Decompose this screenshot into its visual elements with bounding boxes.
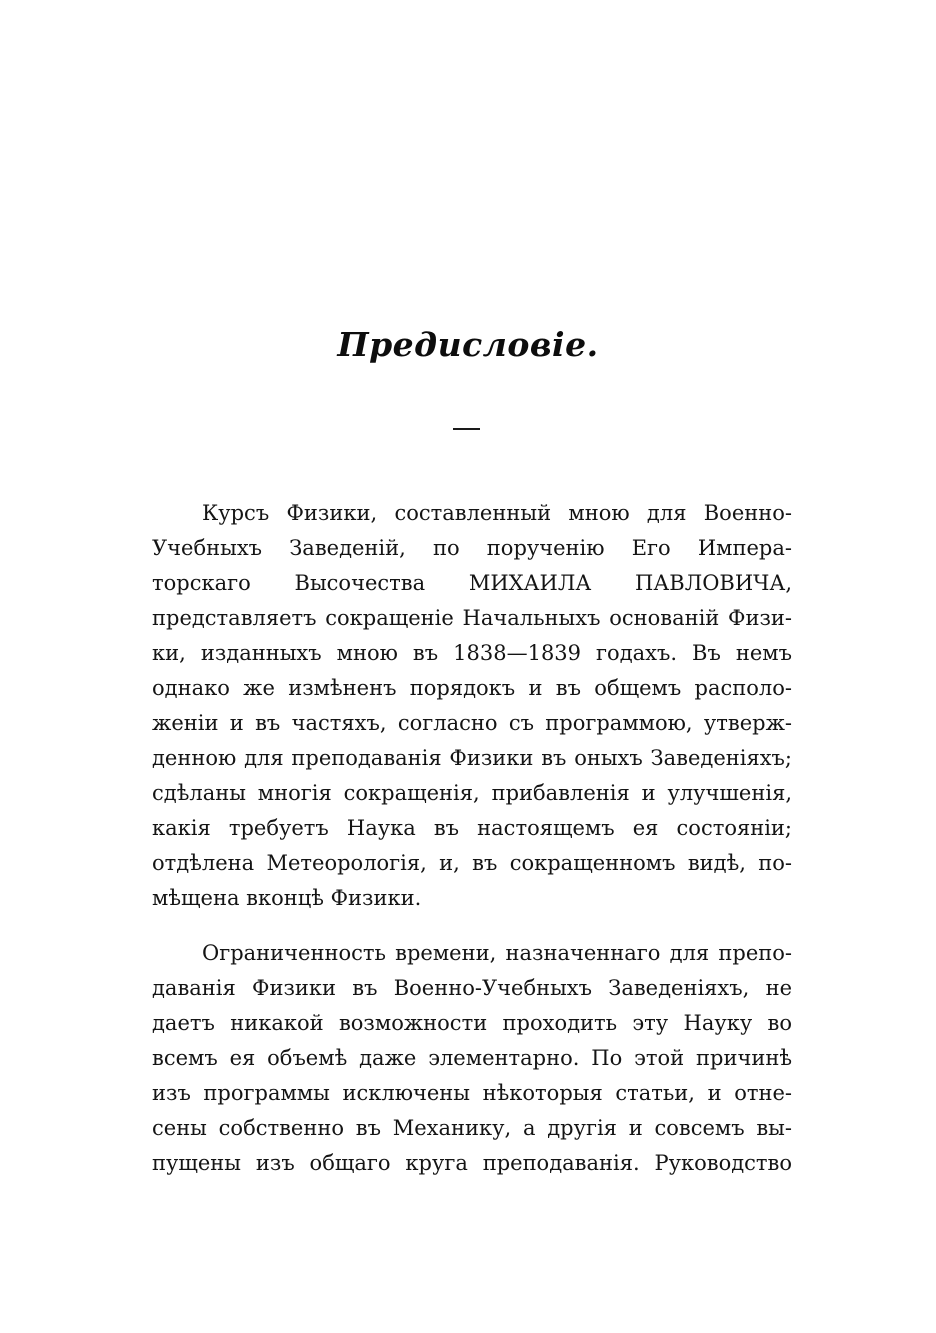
page-heading: Предисловіе. [337,325,599,364]
paragraph-2 [152,936,792,1181]
text-line: даванія Физики въ Военно-Учебныхъ Заведеніяхъ, не [152,976,792,1000]
body-text [152,496,792,1181]
text-line: Курсъ Физики, составленный мною для Военно- [202,501,792,525]
text-line: даетъ никакой возможности проходить эту Науку во [152,1011,792,1035]
text-line: женіи и въ частяхъ, согласно съ программою, утверж- [152,711,792,735]
text-line: отдѣлена Метеорологія, и, въ сокращенномъ видѣ, по- [152,851,792,875]
text-line: представляетъ сокращеніе Начальныхъ основаній Физи- [152,606,792,630]
text-line: Ограниченность времени, назначеннаго для препо- [202,941,792,965]
text-line: ки, изданныхъ мною въ 1838—1839 годахъ. Въ немъ [152,641,792,665]
text-line: Учебныхъ Заведеній, по порученію Его Импера- [152,536,792,560]
text-line: однако же измѣненъ порядокъ и въ общемъ располо- [152,676,792,700]
separator-dash [453,428,480,430]
text-line: торскаго Высочества МИХАИЛА ПАВЛОВИЧА, [152,571,792,595]
paragraph-1 [152,496,792,916]
text-line: сдѣланы многія сокращенія, прибавленія и улучшенія, [152,781,792,805]
text-line: пущены изъ общаго круга преподаванія. Руководство [152,1151,792,1175]
text-line: какія требуетъ Наука въ настоящемъ ея состояніи; [152,816,792,840]
text-line: изъ программы исключены нѣкоторыя статьи, и отне- [152,1081,792,1105]
text-line: сены собственно въ Механику, а другія и совсемъ вы- [152,1116,792,1140]
text-line: всемъ ея объемѣ даже элементарно. По этой причинѣ [152,1046,792,1070]
text-line: денною для преподаванія Физики въ оныхъ Заведеніяхъ; [152,746,792,770]
text-line: мѣщена вконцѣ Физики. [152,886,422,910]
paragraph-gap [152,916,792,936]
